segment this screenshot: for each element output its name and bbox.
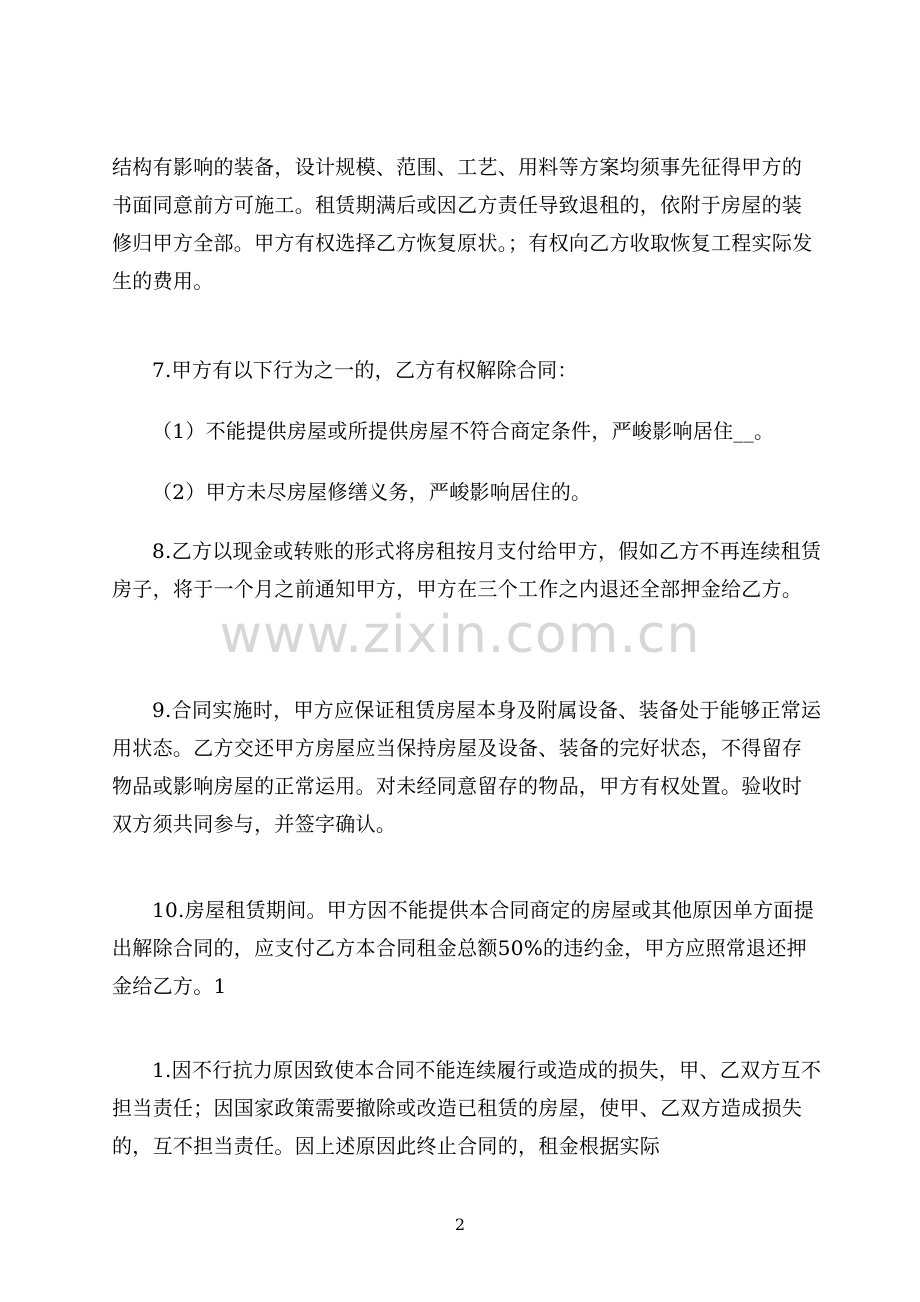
paragraph-clause-11: 1.因不行抗力原因致使本合同不能连续履行或造成的损失，甲、乙双方互不担当责任；因国家政策需要撤除或改造已租赁的房屋，使甲、乙双方造成损失的，互不担当责任。因上述原因此终止合同的，租金根据实际 [112,1058,822,1158]
watermark-text: www.zixin.com.cn [219,605,701,665]
paragraph-renovation-clause: 结构有影响的装备，设计规模、范围、工艺、用料等方案均须事先征得甲方的书面同意前方可施工。租赁期满后或因乙方责任导致退租的，依附于房屋的装修归甲方全部。甲方有权选择乙方恢复原状。；有权向乙方收取恢复工程实际发生的费用。 [112,155,813,293]
paragraph-clause-9: 9.合同实施时，甲方应保证租赁房屋本身及附属设备、装备处于能够正常运用状态。乙方交还甲方房屋应当保持房屋及设备、装备的完好状态，不得留存物品或影响房屋的正常运用。对未经同意留存的物品，甲方有权处置。验收时双方须共同参与，并签字确认。 [112,698,822,836]
paragraph-clause-7: 7.甲方有以下行为之一的，乙方有权解除合同： [152,358,578,382]
list-item-clause-7-1: （1）不能提供房屋或所提供房屋不符合商定条件，严峻影响居住__。 [152,419,775,443]
paragraph-clause-10: 10.房屋租赁期间。甲方因不能提供本合同商定的房屋或其他原因单方面提出解除合同的，应支付乙方本合同租金总额50%的违约金，甲方应照常退还押金给乙方。1 [112,898,815,998]
page-number: 2 [454,1215,466,1234]
list-item-clause-7-2: （2）甲方未尽房屋修缮义务，严峻影响居住的。 [152,480,592,504]
paragraph-clause-8: 8.乙方以现金或转账的形式将房租按月支付给甲方，假如乙方不再连续租赁房子，将于一个月之前通知甲方，甲方在三个工作之内退还全部押金给乙方。 [112,539,822,601]
